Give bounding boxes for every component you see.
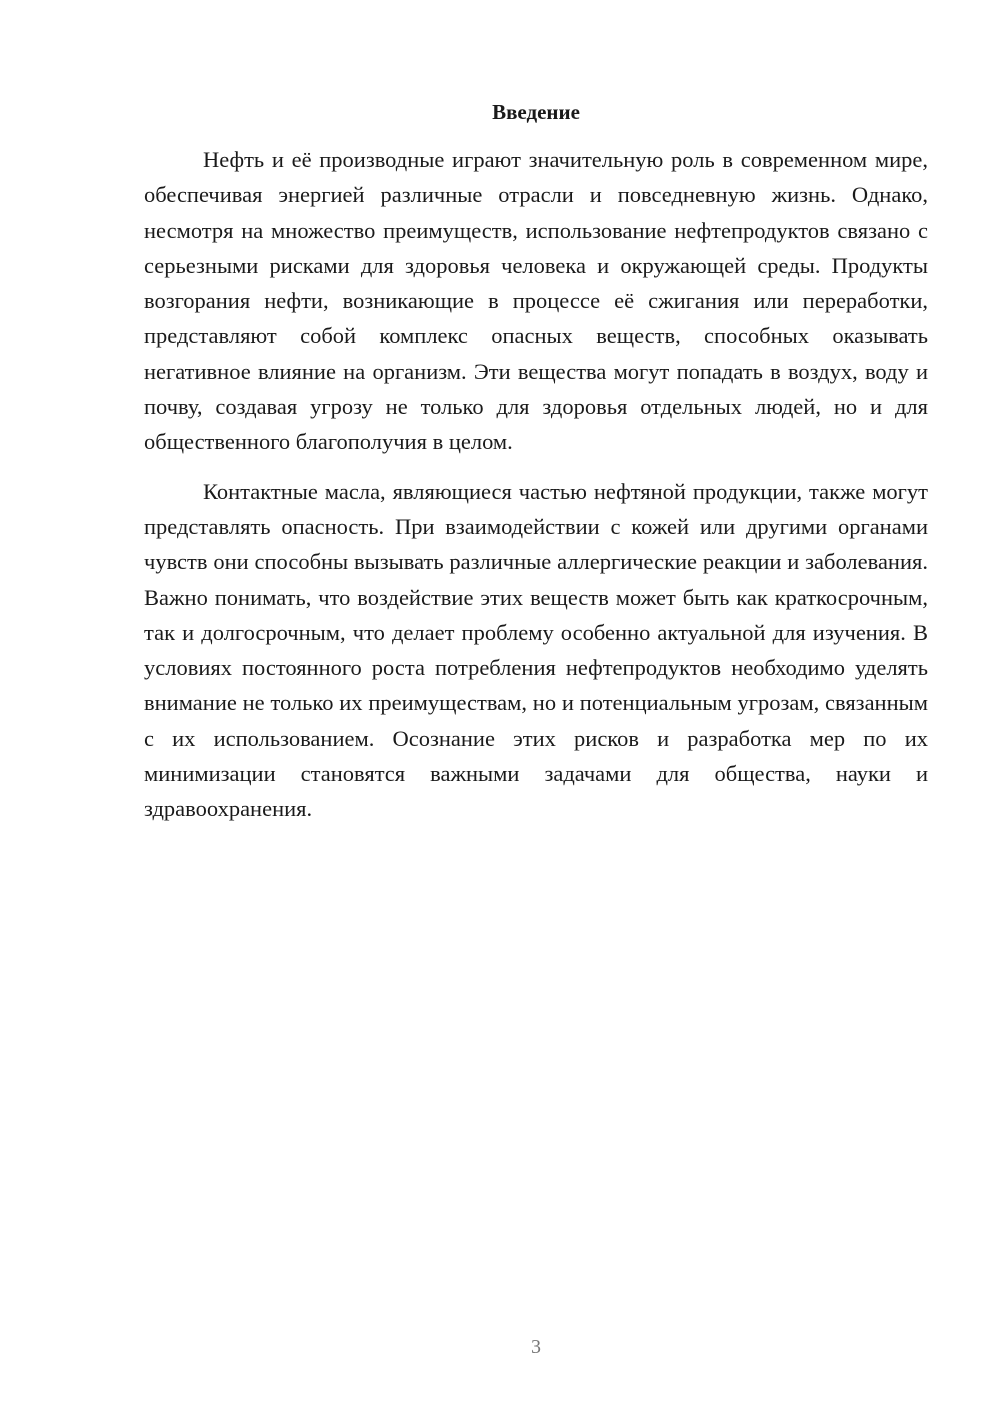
paragraph-1: Нефть и её производные играют значительную роль в современном мире, обеспечивая энергией различные отрасли и повседневную жизнь. Однако, несмотря на множество преимуществ, использование нефтепродуктов связано с серьезными рисками для здоровья человека и окружающей среды. Продукты возгорания нефти, возникающие в процессе её сжигания или переработки, представляют собой комплекс опасных веществ, способных оказывать негативное влияние на организм. Эти вещества могут попадать в воздух, воду и почву, создавая угрозу не только для здоровья отдельных людей, но и для общественного благополучия в целом. bbox=[144, 147, 928, 455]
body-text bbox=[144, 142, 928, 841]
paragraph-2: Контактные масла, являющиеся частью нефтяной продукции, также могут представлять опасность. При взаимодействии с кожей или другими органами чувств они способны вызывать различные аллергические реакции и заболевания. Важно понимать, что воздействие этих веществ может быть как краткосрочным, так и долгосрочным, что делает проблему особенно актуальной для изучения. В условиях постоянного роста потребления нефтепродуктов необходимо уделять внимание не только их преимуществам, но и потенциальным угрозам, связанным с их использованием. Осознание этих рисков и разработка мер по их минимизации становятся важными задачами для общества, науки и здравоохранения. bbox=[144, 478, 928, 822]
section-heading: Введение bbox=[492, 100, 580, 124]
page-number: 3 bbox=[531, 1336, 541, 1358]
